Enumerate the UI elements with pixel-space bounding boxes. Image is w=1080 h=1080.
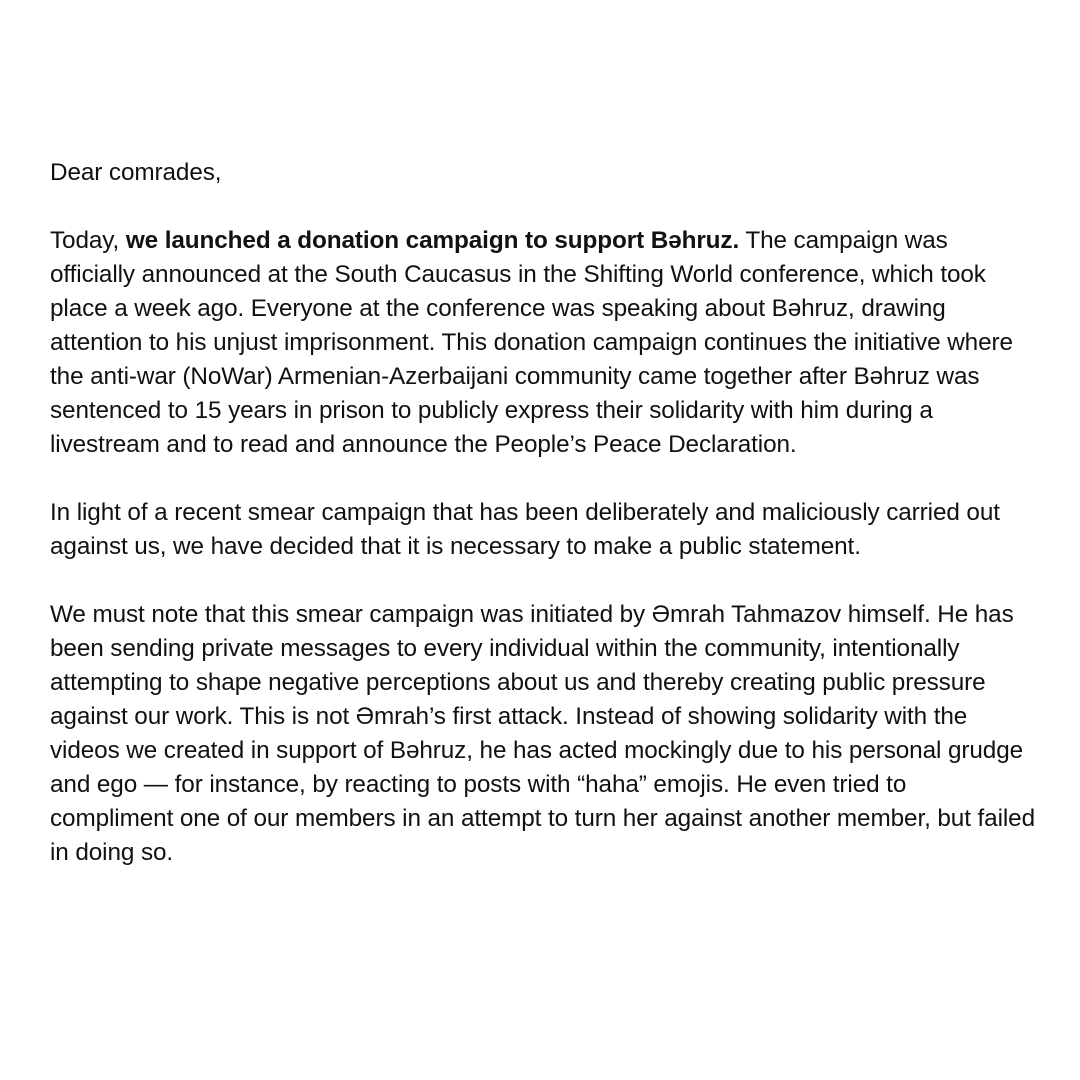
letter-body [50,156,1035,870]
paragraph-smear-campaign: In light of a recent smear campaign that has been deliberately and maliciously carried out against us, we have decided that it is necessary to make a public statement. [50,499,1000,560]
paragraph-body-text: The campaign was officially announced at the South Caucasus in the Shifting World conference, which took place a week ago. Everyone at the conference was speaking about Bəhruz, drawing attention to his unjust imprisonment. This donation campaign continues the initiative where the anti-war (NoWar) Armenian-Azerbaijani community came together after Bəhruz was sentenced to 15 years in prison to publicly express their solidarity with him during a livestream and to read and announce the People’s Peace Declaration. [50,227,1013,458]
paragraph-donation-campaign [50,224,1035,462]
paragraph-lead-text: Today, [50,227,126,254]
bold-announcement: we launched a donation campaign to support Bəhruz. [125,227,740,254]
greeting: Dear comrades, [50,159,222,186]
paragraph-initiator: We must note that this smear campaign was initiated by Əmrah Tahmazov himself. He has been sending private messages to every individual within the community, intentionally attempting to shape negative perceptions about us and thereby creating public pressure against our work. This is not Əmrah’s first attack. Instead of showing solidarity with the videos we created in support of Bəhruz, he has acted mockingly due to his personal grudge and ego — for instance, by reacting to posts with “haha” emojis. He even tried to compliment one of our members in an attempt to turn her against another member, but failed in doing so. [50,601,1036,866]
